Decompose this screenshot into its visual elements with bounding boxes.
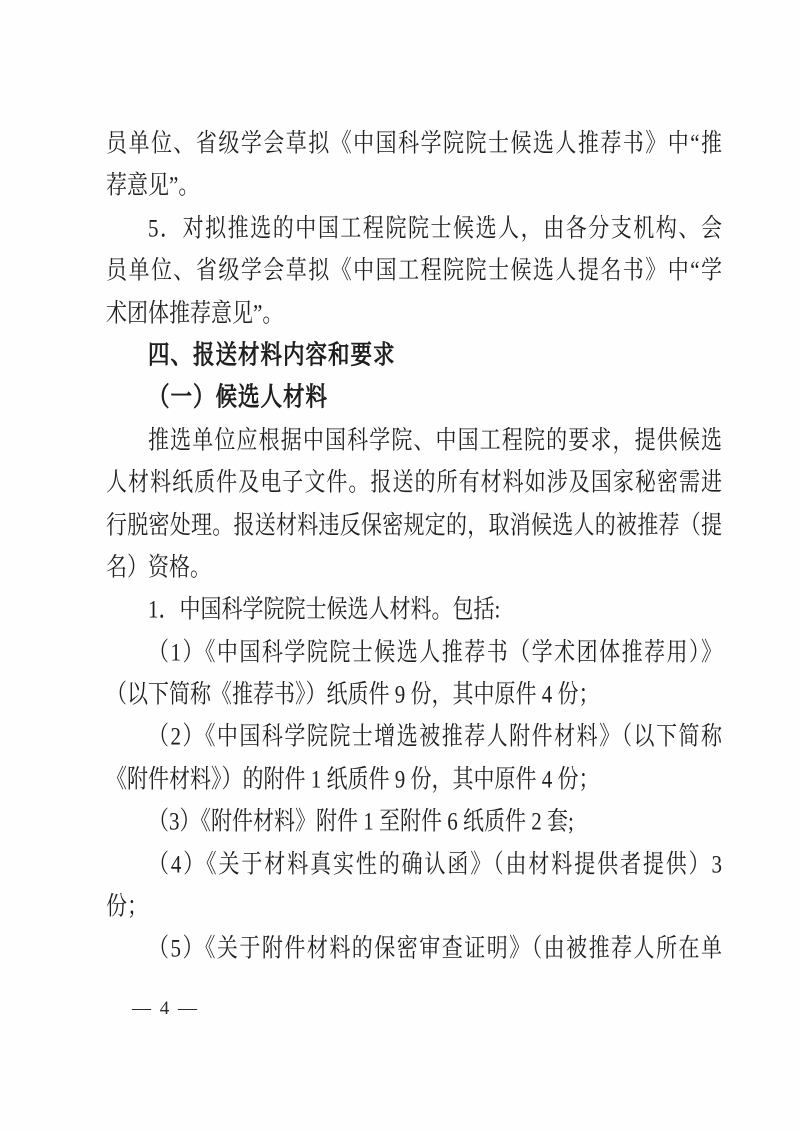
heading-line: （一）候选人材料 [148, 382, 329, 412]
text-line: 行脱密处理。报送材料违反保密规定的，取消候选人的被推荐（提 [106, 509, 722, 540]
text-line: 荐意见”。 [106, 170, 200, 200]
text-line: （2）《中国科学院院士增选被推荐人附件材料》（以下简称 [148, 721, 722, 752]
text-line: 1．中国科学院院士候选人材料。包括: [148, 594, 501, 624]
text-line: 份； [106, 891, 148, 921]
text-line: 人材料纸质件及电子文件。报送的所有材料如涉及国家秘密需进 [106, 467, 722, 497]
text-line: 名）资格。 [106, 552, 211, 582]
heading-line: 四、报送材料内容和要求 [148, 340, 396, 370]
text-line: 5．对拟推选的中国工程院院士候选人，由各分支机构、会 [148, 213, 722, 243]
text-line: 员单位、省级学会草拟《中国工程院院士候选人提名书》中“学 [106, 255, 722, 285]
text-line: 术团体推荐意见”。 [106, 297, 284, 328]
text-line: （以下简称《推荐书》）纸质件 9 份，其中原件 4 份； [106, 679, 600, 709]
text-line: （3）《附件材料》附件 1 至附件 6 纸质件 2 套; [148, 806, 574, 836]
text-line: （5）《关于附件材料的保密审查证明》（由被推荐人所在单 [148, 933, 722, 964]
text-line: 《附件材料》）的附件 1 纸质件 9 份，其中原件 4 份； [106, 764, 600, 794]
text-line: （4）《关于材料真实性的确认函》（由材料提供者提供）3 [148, 848, 722, 879]
text-line: （1）《中国科学院院士候选人推荐书（学术团体推荐用）》 [148, 637, 722, 667]
page-number: — 4 — [132, 998, 199, 1019]
text-line: 推选单位应根据中国科学院、中国工程院的要求，提供候选 [148, 425, 722, 455]
text-line: 员单位、省级学会草拟《中国科学院院士候选人推荐书》中“推 [106, 128, 722, 158]
document-body [106, 122, 722, 970]
